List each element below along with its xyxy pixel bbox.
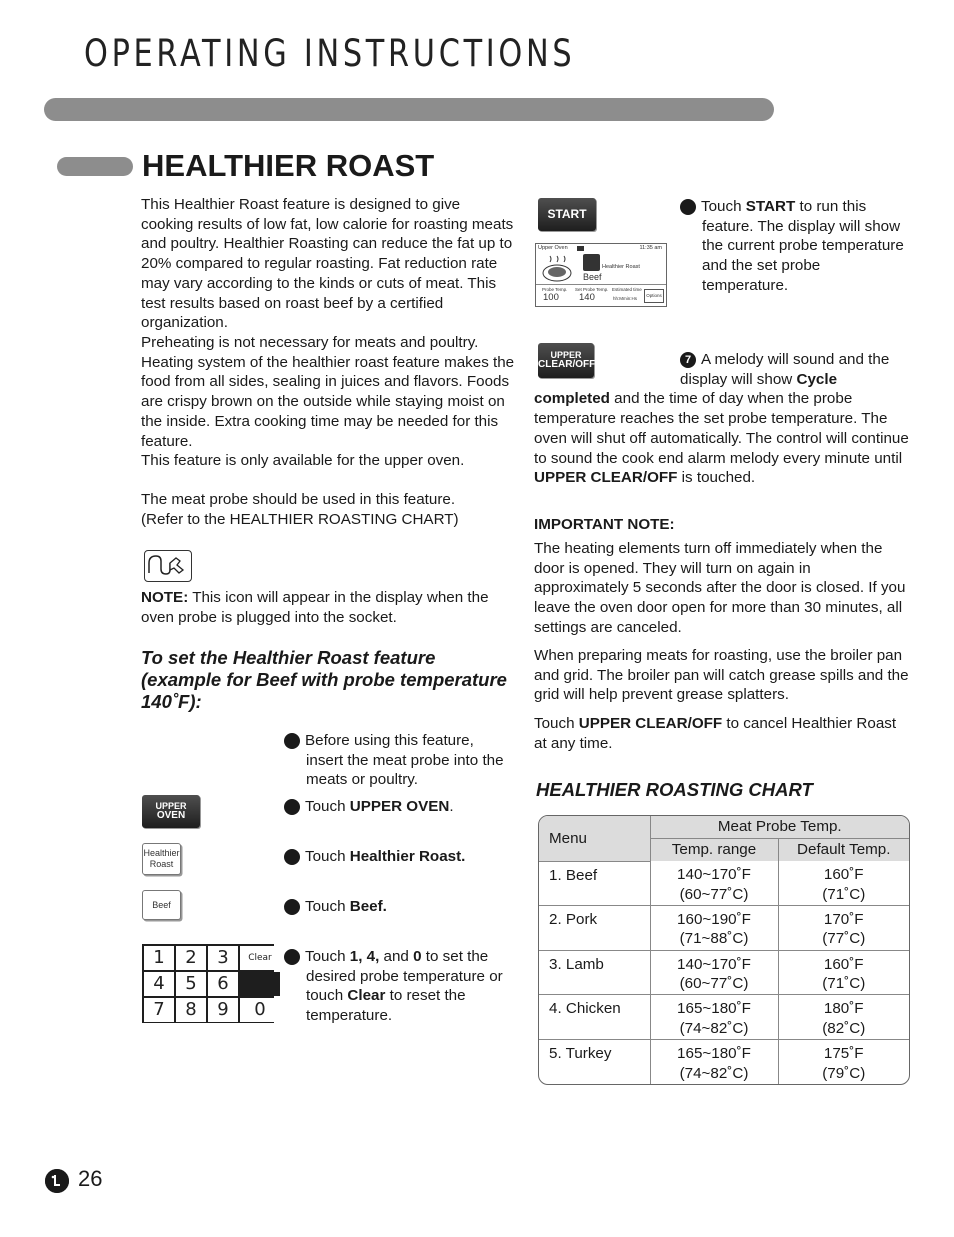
upper-oven-label-1: UPPER [155,801,187,811]
chart-cell-range-line-1: 165~180˚F [677,1000,751,1018]
number-keypad [142,944,274,1023]
chart-cell-default [778,1040,909,1084]
display-function: Healthier Roast [602,264,640,270]
note-label: NOTE: [141,589,189,606]
step-5-mid-2: to set the desired probe temperature or touch [306,948,503,1005]
key-6[interactable]: 6 [208,972,238,996]
header-bar [44,98,774,121]
key-7[interactable]: 7 [144,998,174,1022]
step-number: 7 [680,352,696,368]
lg-logo [45,1169,69,1193]
step-4-pre: Touch [305,898,350,915]
note-text [141,588,516,627]
step-5-post: to reset the temperature. [306,987,466,1025]
clearoff-label-2: CLEAR/OFF [538,359,596,370]
set-temp-value: 140 [579,292,595,303]
chart-header-default: Default Temp. [778,838,909,861]
display-options-button[interactable]: Options [644,289,664,303]
chart-cell-default [778,861,909,905]
step-number: 3 [284,849,300,865]
chart-cell-default-line-1: 160˚F [823,866,864,883]
chart-cell-range-line-2: (74~82˚C) [679,1064,749,1082]
chart-header-group: Meat Probe Temp. [650,816,909,838]
chart-cell-range-line-2: (71~88˚C) [679,930,749,948]
healthier-roast-icon [583,254,600,271]
step-5-bold-3: Clear [347,987,386,1005]
step-3 [277,847,514,867]
chart-cell-range-line-1: 140~170˚F [677,866,751,883]
healthier-label-2: Roast [149,859,174,869]
step-2-pre: Touch [305,798,350,815]
chart-title: HEALTHIER ROASTING CHART [536,779,813,800]
chart-cell-menu-line-1: 5. Turkey [549,1045,612,1063]
probe-temp-label: Probe Temp. [542,287,568,292]
chart-header-menu: Menu [539,816,650,861]
beef-button[interactable]: Beef [142,890,181,920]
healthier-label-1: Healthier [143,848,180,858]
estimated-time-value: hh:Mmin:Hs [613,296,638,301]
key-0[interactable]: 0 [240,998,280,1022]
healthier-roast-button[interactable] [142,843,181,875]
roasting-chart [538,815,910,1085]
probe-small-icon [577,246,584,251]
chart-row [539,861,909,905]
step-7-post: is touched. [677,469,756,487]
intro-paragraph-4: The meat probe should be used in this feature. (Refer to the HEALTHIER ROASTING CHART) [141,491,459,528]
step-3-pre: Touch [305,848,350,865]
display-food: Beef [583,272,602,282]
step-number: 5 [284,949,300,965]
display-mode: Upper Oven [538,245,568,251]
procedure-subheading: To set the Healthier Roast feature (example for Beef with probe temperature 140˚F): [141,647,507,712]
chart-cell-default [778,905,909,950]
step-1-text: Before using this feature, insert the meat probe into the meats or poultry. [305,732,504,789]
chart-cell-default-line-2: (79˚C) [822,1064,866,1082]
chart-row [539,950,909,995]
step-number: 2 [284,799,300,815]
step-4 [277,897,514,917]
chart-cell-default-line-1: 175˚F [823,1045,864,1063]
step-7-bold-2: UPPER CLEAR/OFF [534,469,678,487]
key-4[interactable]: 4 [144,972,174,996]
important-paragraph-3 [534,714,909,753]
chart-cell-range [650,950,778,995]
intro-paragraph-2: Preheating is not necessary for meats and poultry. Heating system of the healthier roast feature makes the food from all sides, sealing in juices and flavors. Foods are crispy brown on the outside while staying moist on the inside. Extra cooking time may be needed for this feature. [141,334,515,450]
chart-cell-default-line-1: 160˚F [823,955,864,973]
upper-oven-button[interactable] [142,795,200,828]
chart-cell-menu [539,861,650,905]
important-paragraph-1: The heating elements turn off immediately when the door is opened. They will turn on again in approximately 5 seconds after the door is closed. If you leave the oven door open for more than 30 minutes, all settings are canceled. [534,540,906,636]
chart-cell-menu [539,950,650,995]
step-5-bold-2: 0 [413,948,422,965]
clearoff-label-1: UPPER [550,350,582,360]
estimated-time-label: Estimated time [612,287,642,292]
chart-cell-range-line-2: (60~77˚C) [679,885,749,903]
p3-post: to cancel Healthier Roast at any time. [534,715,897,752]
chart-cell-menu-line-1: 1. Beef [549,866,598,884]
header-title: OPERATING INSTRUCTIONS [84,32,576,75]
chart-cell-range-line-2: (60~77˚C) [679,975,749,993]
chart-cell-range [650,995,778,1040]
chart-cell-default-line-1: 180˚F [823,1000,864,1018]
step-6-bold: START [745,198,796,215]
intro-paragraph-3: This feature is only available for the upper oven. [141,452,465,469]
step-6-post: to run this feature. The display will show the current probe temperature and the set probe temperature. [702,198,904,294]
set-temp-label: Set Probe Temp. [575,287,609,292]
chart-cell-default-line-2: (77˚C) [822,930,866,948]
key-2[interactable]: 2 [176,946,206,970]
step-7-mid: and the time of day when the probe temperature reaches the set probe temperature. The oven will shut off automatically. The control will continue to sound the cook end alarm melody every minute until [534,390,909,467]
section-pill [57,157,133,176]
chart-cell-range [650,905,778,950]
chart-cell-range [650,861,778,905]
step-5-pre: Touch [305,948,350,965]
step-2-post: . [449,798,454,815]
key-blank [240,972,280,996]
chart-cell-range-line-2: (74~82˚C) [679,1019,749,1037]
chart-row [539,905,909,950]
chart-cell-range-line-1: 140~170˚F [677,955,751,973]
oven-display [535,243,667,307]
step-2-bold: UPPER OVEN [349,798,450,815]
chart-cell-menu [539,905,650,950]
chart-cell-menu [539,995,650,1040]
start-button[interactable]: START [538,198,596,231]
note-body: This icon will appear in the display when the oven probe is plugged into the socket. [141,589,489,626]
chart-cell-range-line-1: 165~180˚F [677,1045,751,1063]
chart-header-range: Temp. range [650,838,778,861]
chart-cell-default-line-1: 170˚F [823,910,864,928]
key-clear[interactable]: Clear [240,946,280,970]
display-time: 11:35 am [639,245,662,251]
chart-cell-menu [539,1040,650,1084]
step-5 [277,947,514,1026]
step-number: 1 [284,733,300,749]
step-number: 4 [284,899,300,915]
page-number: 26 [78,1166,103,1191]
chart-cell-range [650,1040,778,1084]
key-5[interactable]: 5 [176,972,206,996]
roast-food-icon [540,254,574,282]
section-title: HEALTHIER ROAST [142,148,435,183]
step-7-pre: A melody will sound and the display will show [680,351,890,388]
chart-row [539,995,909,1040]
step-7 [534,350,909,488]
key-8[interactable]: 8 [176,998,206,1022]
step-3-bold: Healthier Roast. [349,848,466,865]
step-6 [673,197,910,296]
chart-cell-menu-line-1: 3. Lamb [549,955,604,973]
probe-icon [144,550,192,582]
chart-row [539,1040,909,1084]
p3-bold: UPPER CLEAR/OFF [578,715,723,732]
step-5-mid-1: and [379,948,414,965]
step-2 [277,797,514,817]
intro-paragraph-1: This Healthier Roast feature is designed to give cooking results of low fat, low calorie for roasting meats and poultry. Healthier Roasting can reduce the fat up to 20% compared to regular roasting. Fat reduction rate may vary according to the kinds or cuts of meat. This test results based on roast beef by a certified organization. [141,196,514,332]
step-number: 6 [680,199,696,215]
chart-cell-menu-line-1: 2. Pork [549,910,598,928]
important-note-title: IMPORTANT NOTE: [534,516,675,533]
chart-cell-range-line-1: 160~190˚F [677,910,751,928]
chart-cell-default [778,995,909,1040]
key-1[interactable]: 1 [144,946,174,970]
chart-cell-menu-line-1: 4. Chicken [549,1000,621,1018]
upper-oven-label-2: OVEN [156,810,186,821]
step-7-bold-1: Cycle completed [534,370,838,408]
step-5-bold-1: 1, 4, [349,948,380,965]
key-9[interactable]: 9 [208,998,238,1022]
chart-cell-default-line-2: (71˚C) [822,975,866,993]
important-paragraph-2: When preparing meats for roasting, use the broiler pan and grid. The broiler pan will catch grease spills and the grid will help prevent grease splatters. [534,647,909,704]
step-4-bold: Beef. [349,898,387,915]
chart-cell-default-line-2: (71˚C) [822,885,866,903]
chart-cell-default [778,950,909,995]
chart-cell-default-line-2: (82˚C) [822,1019,866,1037]
p3-pre: Touch [534,715,579,732]
probe-temp-value: 100 [543,292,559,303]
key-3[interactable]: 3 [208,946,238,970]
step-6-pre: Touch [701,198,746,215]
step-1 [277,731,514,790]
